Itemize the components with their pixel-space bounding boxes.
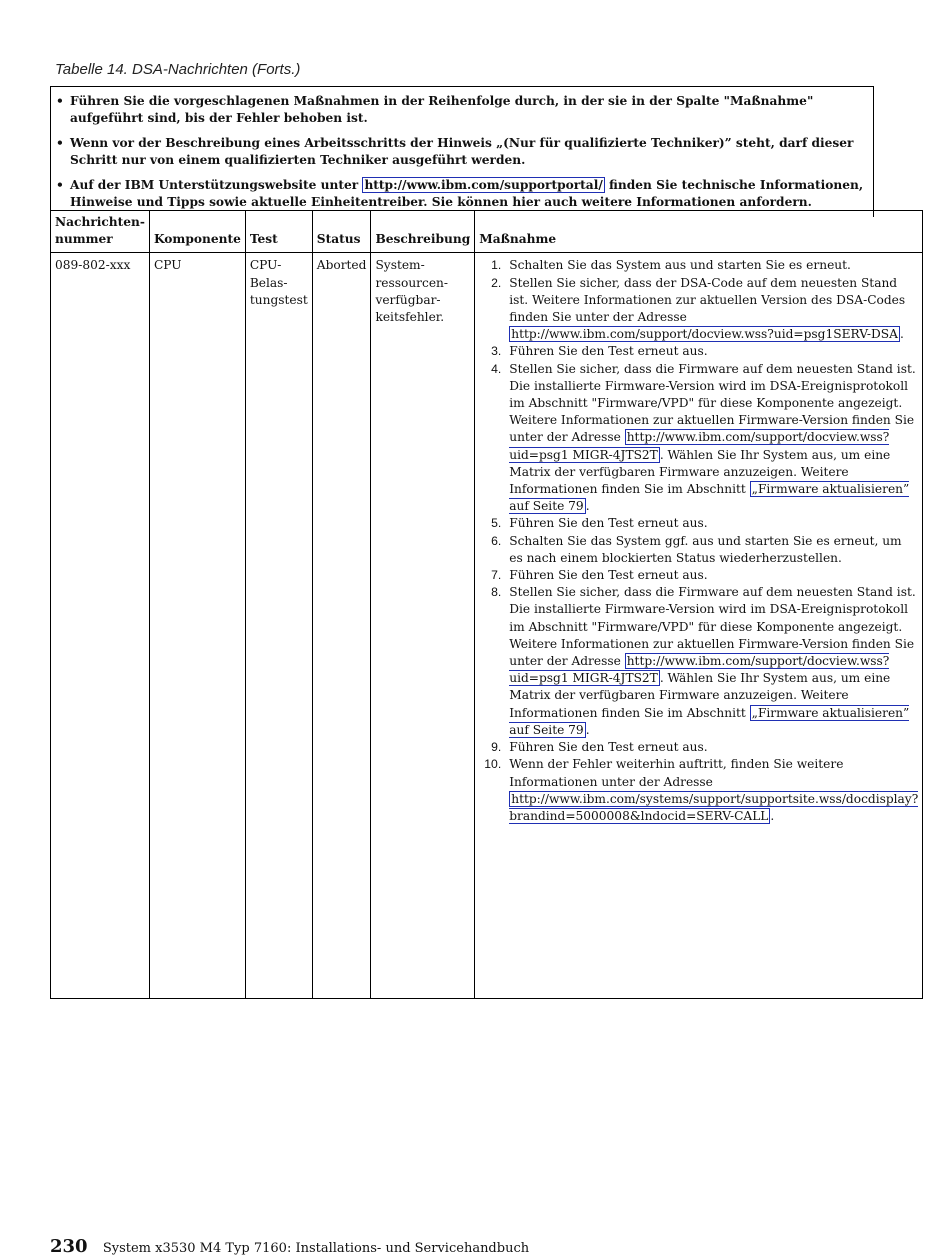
step-number: 4. bbox=[491, 361, 502, 376]
step-number: 1. bbox=[491, 258, 502, 273]
step-text: Stellen Sie sicher, dass die Firmware auf dem neuesten Stand ist. Die installierte Firmware-Version wird im DSA-Ereignisprotokoll im Abschnitt "Firmware/VPD" für diese Komponente angezeigt. Weitere Informationen zur aktuellen Firmware-Version finden Sie unter der Adresse bbox=[509, 585, 916, 669]
step-text: Schalten Sie das System ggf. aus und starten Sie es erneut, um es nach einem blockierten Status wiederherzustellen. bbox=[509, 533, 902, 565]
cell-description: System- ressourcen- verfügbar- keitsfehler. bbox=[371, 253, 475, 999]
step-number: 5. bbox=[491, 516, 502, 531]
note-item bbox=[55, 177, 867, 211]
action-step bbox=[479, 257, 918, 274]
header-test: Test bbox=[245, 211, 312, 253]
book-title: System x3530 M4 Typ 7160: Installations- und Servicehandbuch bbox=[102, 1241, 530, 1256]
action-step bbox=[479, 533, 918, 567]
bullet-icon: • bbox=[56, 178, 64, 192]
bullet-icon: • bbox=[56, 136, 64, 150]
cell-action bbox=[475, 253, 923, 999]
step-text: . bbox=[585, 499, 590, 514]
step-text: Führen Sie den Test erneut aus. bbox=[509, 568, 708, 583]
step-text: . bbox=[770, 808, 775, 823]
step-text: Schalten Sie das System aus und starten Sie es erneut. bbox=[509, 258, 851, 273]
step-number: 8. bbox=[491, 585, 502, 600]
note-text: Auf der IBM Unterstützungswebsite unter bbox=[70, 178, 363, 192]
header-status: Status bbox=[312, 211, 371, 253]
action-step bbox=[479, 515, 918, 532]
header-action: Maßnahme bbox=[475, 211, 923, 253]
note-text: Wenn vor der Beschreibung eines Arbeitsschritts der Hinweis „(Nur für qualifizierte Techniker)” steht, darf dieser Schritt nur von einem qualifizierten Techniker ausgeführt werden. bbox=[70, 136, 854, 167]
cell-status: Aborted bbox=[312, 253, 371, 999]
step-link[interactable]: „Firmware aktualisieren” auf Seite 79 bbox=[509, 705, 910, 737]
action-step bbox=[479, 275, 918, 344]
support-portal-link[interactable]: http://www.ibm.com/supportportal/ bbox=[364, 178, 603, 192]
step-text: Stellen Sie sicher, dass die Firmware auf dem neuesten Stand ist. Die installierte Firmware-Version wird im DSA-Ereignisprotokoll im Abschnitt "Firmware/VPD" für diese Komponente angezeigt. Weitere Informationen zur aktuellen Firmware-Version finden Sie unter der Adresse bbox=[509, 361, 916, 445]
cell-test: CPU-Belas- tungstest bbox=[245, 253, 312, 999]
step-text: Führen Sie den Test erneut aus. bbox=[509, 740, 708, 755]
step-text: Führen Sie den Test erneut aus. bbox=[509, 344, 708, 359]
step-link[interactable]: http://www.ibm.com/support/docview.wss?uid=psg1 MIGR-4JTS2T bbox=[509, 430, 890, 462]
table-row bbox=[51, 253, 923, 999]
step-link[interactable]: http://www.ibm.com/systems/support/supportsite.wss/docdisplay?brandind=5000008&lndocid=SERV-CALL bbox=[509, 791, 919, 823]
step-text: Wenn der Fehler weiterhin auftritt, finden Sie weitere Informationen unter der Adresse bbox=[509, 757, 844, 789]
table-notes bbox=[50, 86, 874, 217]
note-item bbox=[55, 93, 867, 127]
note-text: Führen Sie die vorgeschlagenen Maßnahmen in der Reihenfolge durch, in der sie in der Spalte "Maßnahme" aufgeführt sind, bis der Fehler behoben ist. bbox=[70, 94, 814, 125]
action-step bbox=[479, 739, 918, 756]
action-step bbox=[479, 756, 918, 825]
step-link[interactable]: http://www.ibm.com/support/docview.wss?uid=psg1 MIGR-4JTS2T bbox=[509, 654, 890, 686]
step-text: . Wählen Sie Ihr System aus, um eine Matrix der verfügbaren Firmware anzuzeigen. Weitere Informationen finden Sie im Abschnitt bbox=[509, 447, 891, 497]
step-text: Führen Sie den Test erneut aus. bbox=[509, 516, 708, 531]
action-step bbox=[479, 567, 918, 584]
step-link[interactable]: „Firmware aktualisieren” auf Seite 79 bbox=[509, 482, 910, 514]
cell-component: CPU bbox=[149, 253, 245, 999]
page-footer bbox=[50, 1236, 529, 1257]
step-number: 10. bbox=[484, 757, 502, 772]
table-header-row bbox=[51, 211, 923, 253]
header-message-number: Nachrichten- nummer bbox=[51, 211, 150, 253]
note-item bbox=[55, 135, 867, 169]
dsa-messages-table bbox=[50, 210, 923, 999]
bullet-icon: • bbox=[56, 94, 64, 108]
step-text: . bbox=[585, 722, 590, 737]
page-number: 230 bbox=[50, 1236, 88, 1257]
step-number: 7. bbox=[491, 568, 502, 583]
action-step bbox=[479, 361, 918, 516]
action-step bbox=[479, 584, 918, 739]
step-number: 2. bbox=[491, 275, 502, 290]
cell-message-number: 089-802-xxx bbox=[51, 253, 150, 999]
action-step bbox=[479, 343, 918, 360]
step-link[interactable]: http://www.ibm.com/support/docview.wss?uid=psg1SERV-DSA bbox=[511, 327, 898, 342]
step-text: . Wählen Sie Ihr System aus, um eine Matrix der verfügbaren Firmware anzuzeigen. Weitere Informationen finden Sie im Abschnitt bbox=[509, 671, 891, 720]
step-text: . bbox=[899, 327, 904, 342]
step-number: 9. bbox=[491, 740, 502, 755]
header-component: Komponente bbox=[149, 211, 245, 253]
step-text: Stellen Sie sicher, dass der DSA-Code auf dem neuesten Stand ist. Weitere Informationen zur aktuellen Version des DSA-Codes finden Sie unter der Adresse bbox=[509, 275, 906, 325]
table-caption: Tabelle 14. DSA-Nachrichten (Forts.) bbox=[55, 61, 301, 78]
step-number: 3. bbox=[491, 344, 502, 359]
action-steps-list bbox=[479, 257, 918, 825]
header-description: Beschreibung bbox=[371, 211, 475, 253]
step-number: 6. bbox=[491, 533, 502, 548]
note-text: finden Sie technische Informationen, Hinweise und Tipps sowie aktuelle Einheitentreiber. Sie können hier auch weitere Informationen anfordern. bbox=[70, 178, 864, 209]
